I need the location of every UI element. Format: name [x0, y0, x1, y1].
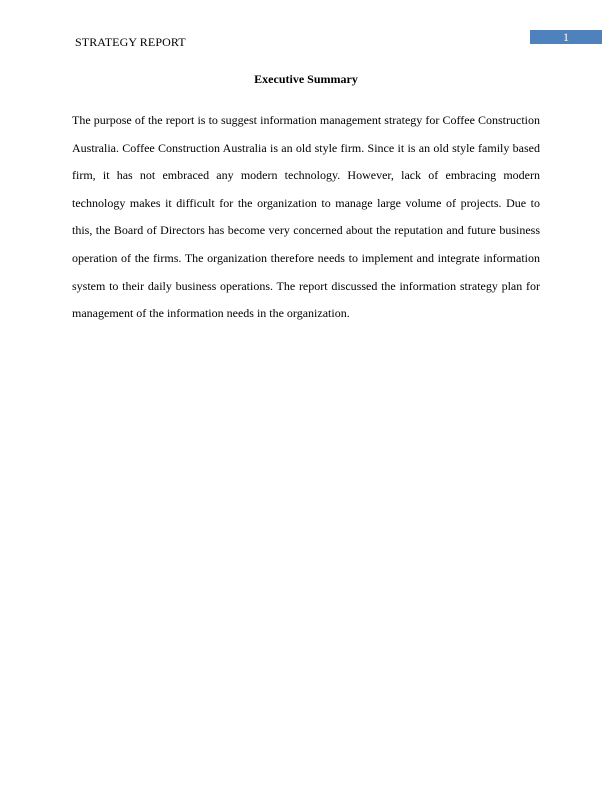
section-heading: Executive Summary	[254, 72, 358, 86]
page-number-badge: 1	[530, 30, 602, 44]
running-header-title: STRATEGY REPORT	[75, 35, 186, 49]
summary-paragraph: The purpose of the report is to suggest information management strategy for Coffee Construction Australia. Coffee Construction Australia is an old style firm. Since it is an old style family based firm, it has not embraced any modern technology. However, lack of embracing modern technology makes it difficult for the organization to manage large volume of projects. Due to this, the Board of Directors has become very concerned about the reputation and future business operation of the firms. The organization therefore needs to implement and integrate information system to their daily business operations. The report discussed the information strategy plan for management of the information needs in the organization.	[72, 113, 540, 321]
